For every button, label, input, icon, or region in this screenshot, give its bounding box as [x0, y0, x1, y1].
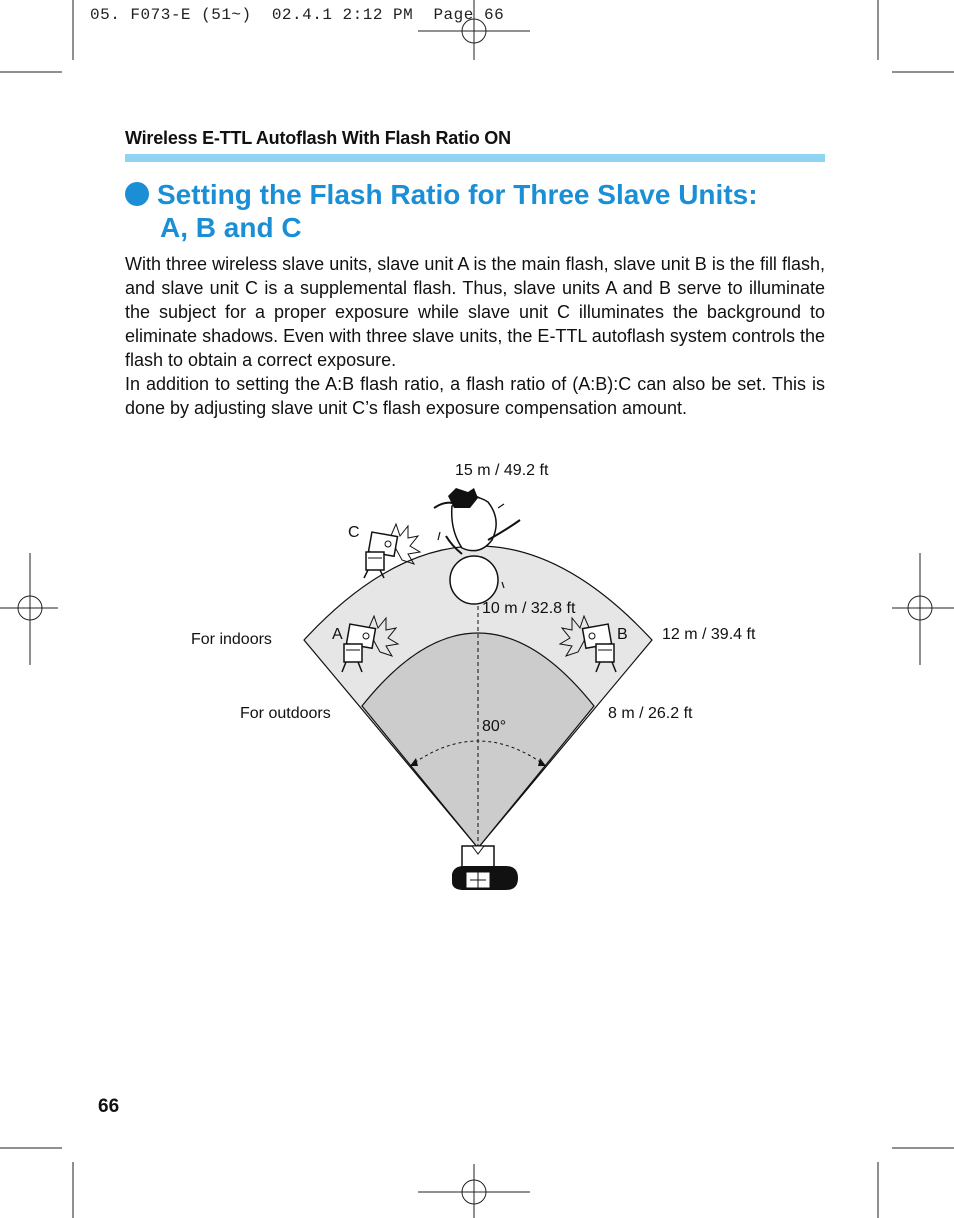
unit-b-label: B	[617, 626, 628, 643]
outdoors-label: For outdoors	[240, 705, 331, 722]
heading-line-1: Setting the Flash Ratio for Three Slave Units:	[157, 179, 758, 210]
section-title: Wireless E-TTL Autoflash With Flash Ratio ON	[125, 128, 511, 148]
page-number: 66	[98, 1096, 120, 1117]
range-12m-label: 12 m / 39.4 ft	[662, 626, 756, 643]
camera-icon	[452, 846, 518, 890]
heading-line-2: A, B and C	[160, 212, 302, 243]
unit-a-label: A	[332, 626, 343, 643]
range-8m-label: 8 m / 26.2 ft	[608, 705, 693, 722]
range-outer-label: 15 m / 49.2 ft	[455, 462, 549, 479]
print-header: 05. F073-E (51~) 02.4.1 2:12 PM Page 66	[90, 6, 505, 24]
paragraph-1: With three wireless slave units, slave unit A is the main flash, slave unit B is the fill flash, and slave unit C is a supplemental flash. Thus, slave units A and B serve to illuminate the subject for a proper exposure while slave unit C illuminates the background to eliminate shadows. Even with three slave units, the E-TTL autoflash system controls the flash to obtain a correct exposure.	[125, 254, 825, 370]
indoors-label: For indoors	[191, 631, 272, 648]
unit-c-label: C	[348, 524, 360, 541]
paragraph-2: In addition to setting the A:B flash ratio, a flash ratio of (A:B):C can also be set. This is done by adjusting slave unit C’s flash exposure compensation amount.	[125, 374, 825, 418]
angle-label: 80°	[482, 718, 507, 735]
range-10m-label: 10 m / 32.8 ft	[482, 600, 576, 617]
